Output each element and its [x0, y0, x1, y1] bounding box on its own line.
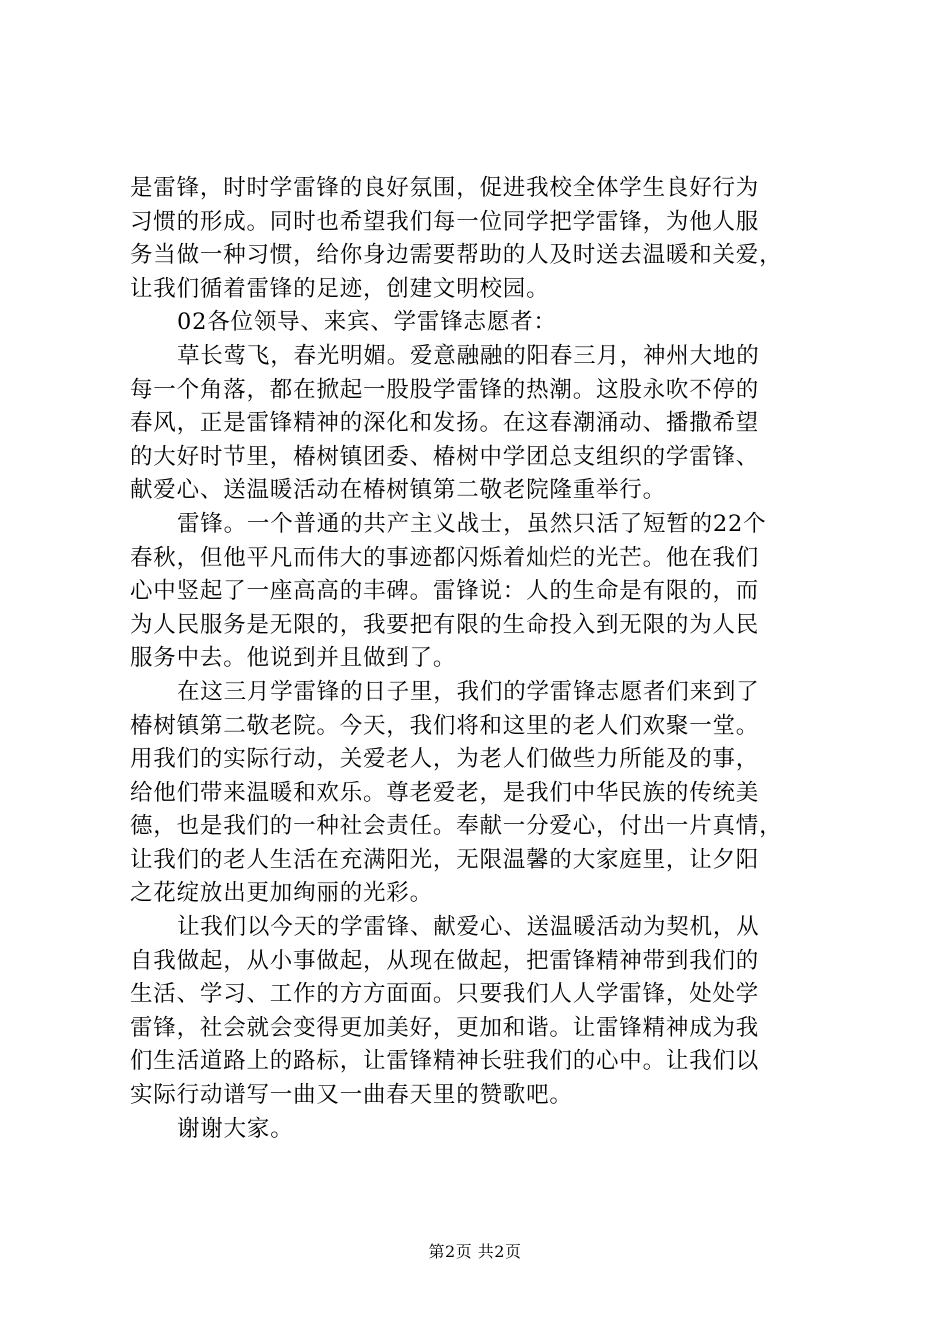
- text-line: 春秋，但他平凡而伟大的事迹都闪烁着灿烂的光芒。他在我们: [130, 544, 760, 571]
- text-line: 椿树镇第二敬老院。今天，我们将和这里的老人们欢聚一堂。: [130, 712, 760, 739]
- text-line: 让我们以今天的学雷锋、献爱心、送温暖活动为契机，从: [177, 914, 760, 941]
- text-line: 务当做一种习惯，给你身边需要帮助的人及时送去温暖和关爱，: [130, 242, 783, 269]
- text-line: 服务中去。他说到并且做到了。: [130, 645, 457, 672]
- text-line: 用我们的实际行动，关爱老人，为老人们做些力所能及的事，: [130, 746, 760, 773]
- page-footer: 第2页 共2页: [428, 1242, 522, 1261]
- text-line: 给他们带来温暖和欢乐。尊老爱老，是我们中华民族的传统美: [130, 779, 760, 806]
- text-line: 让我们循着雷锋的足迹，创建文明校园。: [130, 275, 550, 302]
- text-line: 02各位领导、来宾、学雷锋志愿者：: [177, 309, 557, 336]
- text-line: 是雷锋，时时学雷锋的良好氛围，促进我校全体学生良好行为: [130, 175, 760, 201]
- text-line: 春风，正是雷锋精神的深化和发扬。在这春潮涌动、播撒希望: [130, 410, 760, 437]
- text-line: 们生活道路上的路标，让雷锋精神长驻我们的心中。让我们以: [130, 1048, 760, 1075]
- text-line: 实际行动谱写一曲又一曲春天里的赞歌吧。: [130, 1082, 573, 1109]
- text-line: 为人民服务是无限的，我要把有限的生命投入到无限的为人民: [130, 611, 760, 638]
- text-line: 在这三月学雷锋的日子里，我们的学雷锋志愿者们来到了: [177, 678, 760, 705]
- text-line: 献爱心、送温暖活动在椿树镇第二敬老院隆重举行。: [130, 477, 666, 504]
- text-line: 的大好时节里，椿树镇团委、椿树中学团总支组织的学雷锋、: [130, 443, 760, 470]
- text-line: 德，也是我们的一种社会责任。奉献一分爱心，付出一片真情，: [130, 813, 783, 840]
- text-line: 让我们的老人生活在充满阳光，无限温馨的大家庭里，让夕阳: [130, 846, 760, 873]
- text-line: 雷锋。一个普通的共产主义战士，虽然只活了短暂的22个: [177, 510, 767, 537]
- text-line: 雷锋，社会就会变得更加美好，更加和谐。让雷锋精神成为我: [130, 1014, 760, 1041]
- text-line: 心中竖起了一座高高的丰碑。雷锋说：人的生命是有限的，而: [130, 578, 760, 605]
- text-line: 每一个角落，都在掀起一股股学雷锋的热潮。这股永吹不停的: [130, 376, 760, 403]
- text-line: 之花绽放出更加绚丽的光彩。: [130, 880, 433, 907]
- document-body: [130, 172, 830, 1146]
- text-line: 草长莺飞，春光明媚。爱意融融的阳春三月，神州大地的: [177, 342, 760, 369]
- text-line: 自我做起，从小事做起，从现在做起，把雷锋精神带到我们的: [130, 947, 760, 974]
- text-line: 习惯的形成。同时也希望我们每一位同学把学雷锋，为他人服: [130, 208, 760, 235]
- text-line: 谢谢大家。: [177, 1115, 294, 1142]
- text-line: 生活、学习、工作的方方面面。只要我们人人学雷锋，处处学: [130, 981, 760, 1008]
